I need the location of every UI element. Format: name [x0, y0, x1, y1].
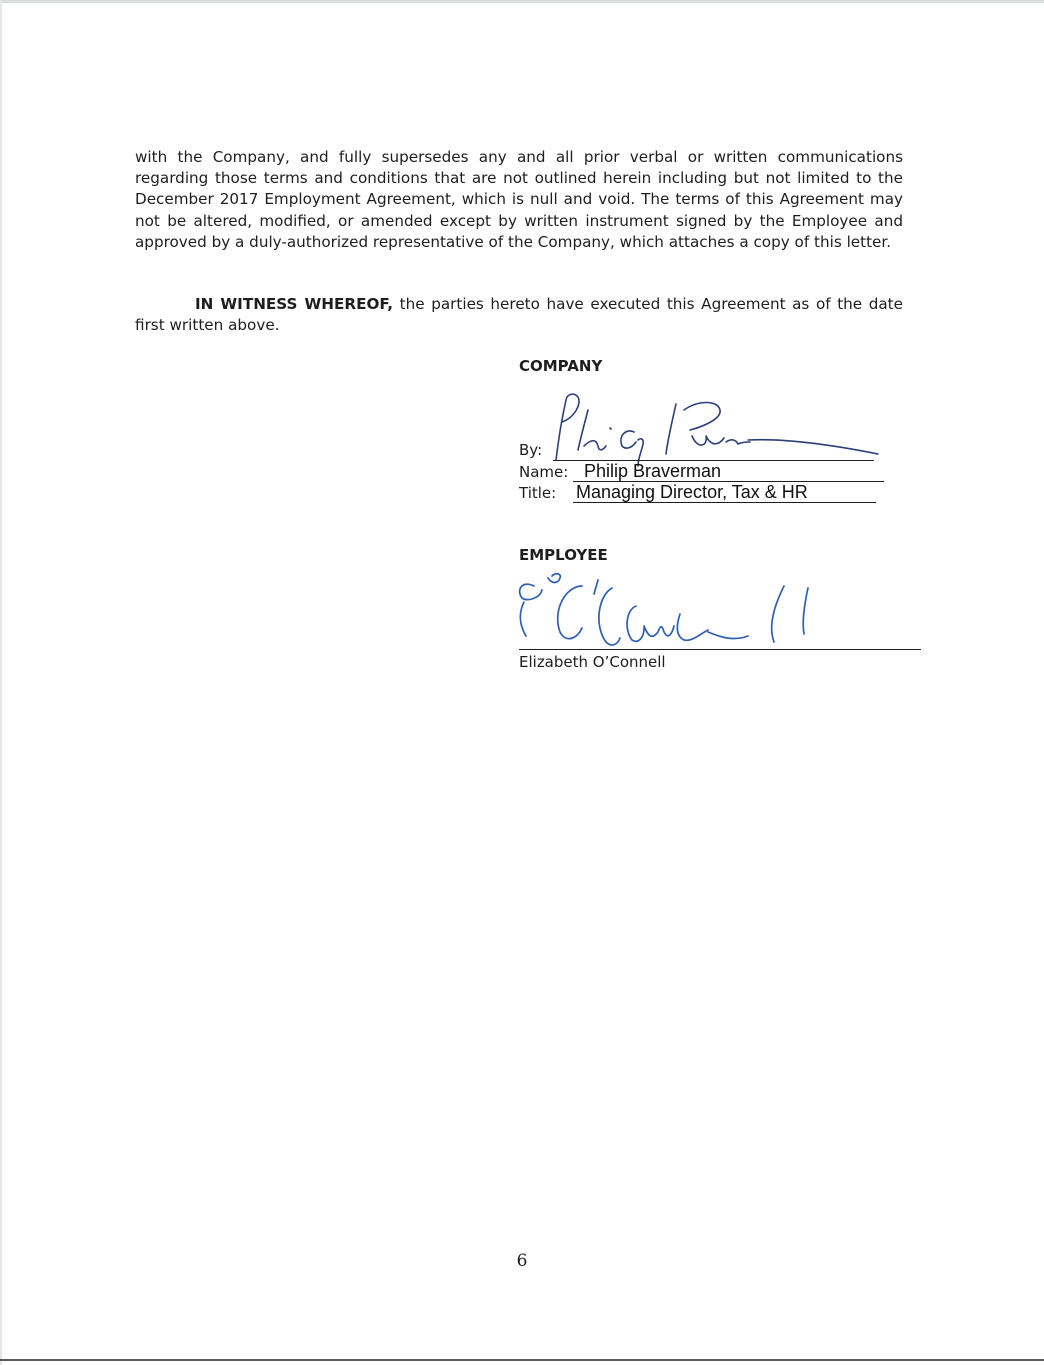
witness-text: the parties hereto have executed this Agreement as of the date first written above. [135, 295, 903, 335]
name-value: Philip Braverman [573, 462, 884, 482]
page-number: 6 [516, 1251, 528, 1271]
company-title-field [519, 482, 808, 503]
employee-name: Elizabeth O’Connell [519, 653, 666, 671]
bottom-edge-rule [0, 1359, 1044, 1361]
by-label: By: [519, 441, 543, 459]
company-signature [548, 388, 883, 468]
witness-heading: IN WITNESS WHEREOF, [195, 295, 394, 313]
company-label: COMPANY [519, 357, 603, 375]
name-label: Name: [519, 463, 569, 481]
title-value: Managing Director, Tax & HR [573, 483, 876, 503]
employee-signature [512, 566, 852, 656]
company-name-field [519, 461, 722, 482]
title-label: Title: [519, 484, 557, 502]
agreement-paragraph: with the Company, and fully supersedes any and all prior verbal or written communications regarding those terms and conditions that are not outlined herein including but not limited to the December 2017 Employment Agreement, which is null and void. The terms of this Agreement may not be altered, modified, or amended except by written instrument signed by the Employee and approved by a duly-authorized representative of the Company, which attaches a copy of this letter. [135, 148, 903, 251]
employee-signature-line [519, 649, 921, 650]
witness-paragraph [135, 294, 903, 336]
employee-label: EMPLOYEE [519, 546, 608, 564]
top-edge-rule [0, 0, 1044, 3]
left-scan-edge [0, 0, 2, 1365]
company-by-field [519, 440, 542, 460]
